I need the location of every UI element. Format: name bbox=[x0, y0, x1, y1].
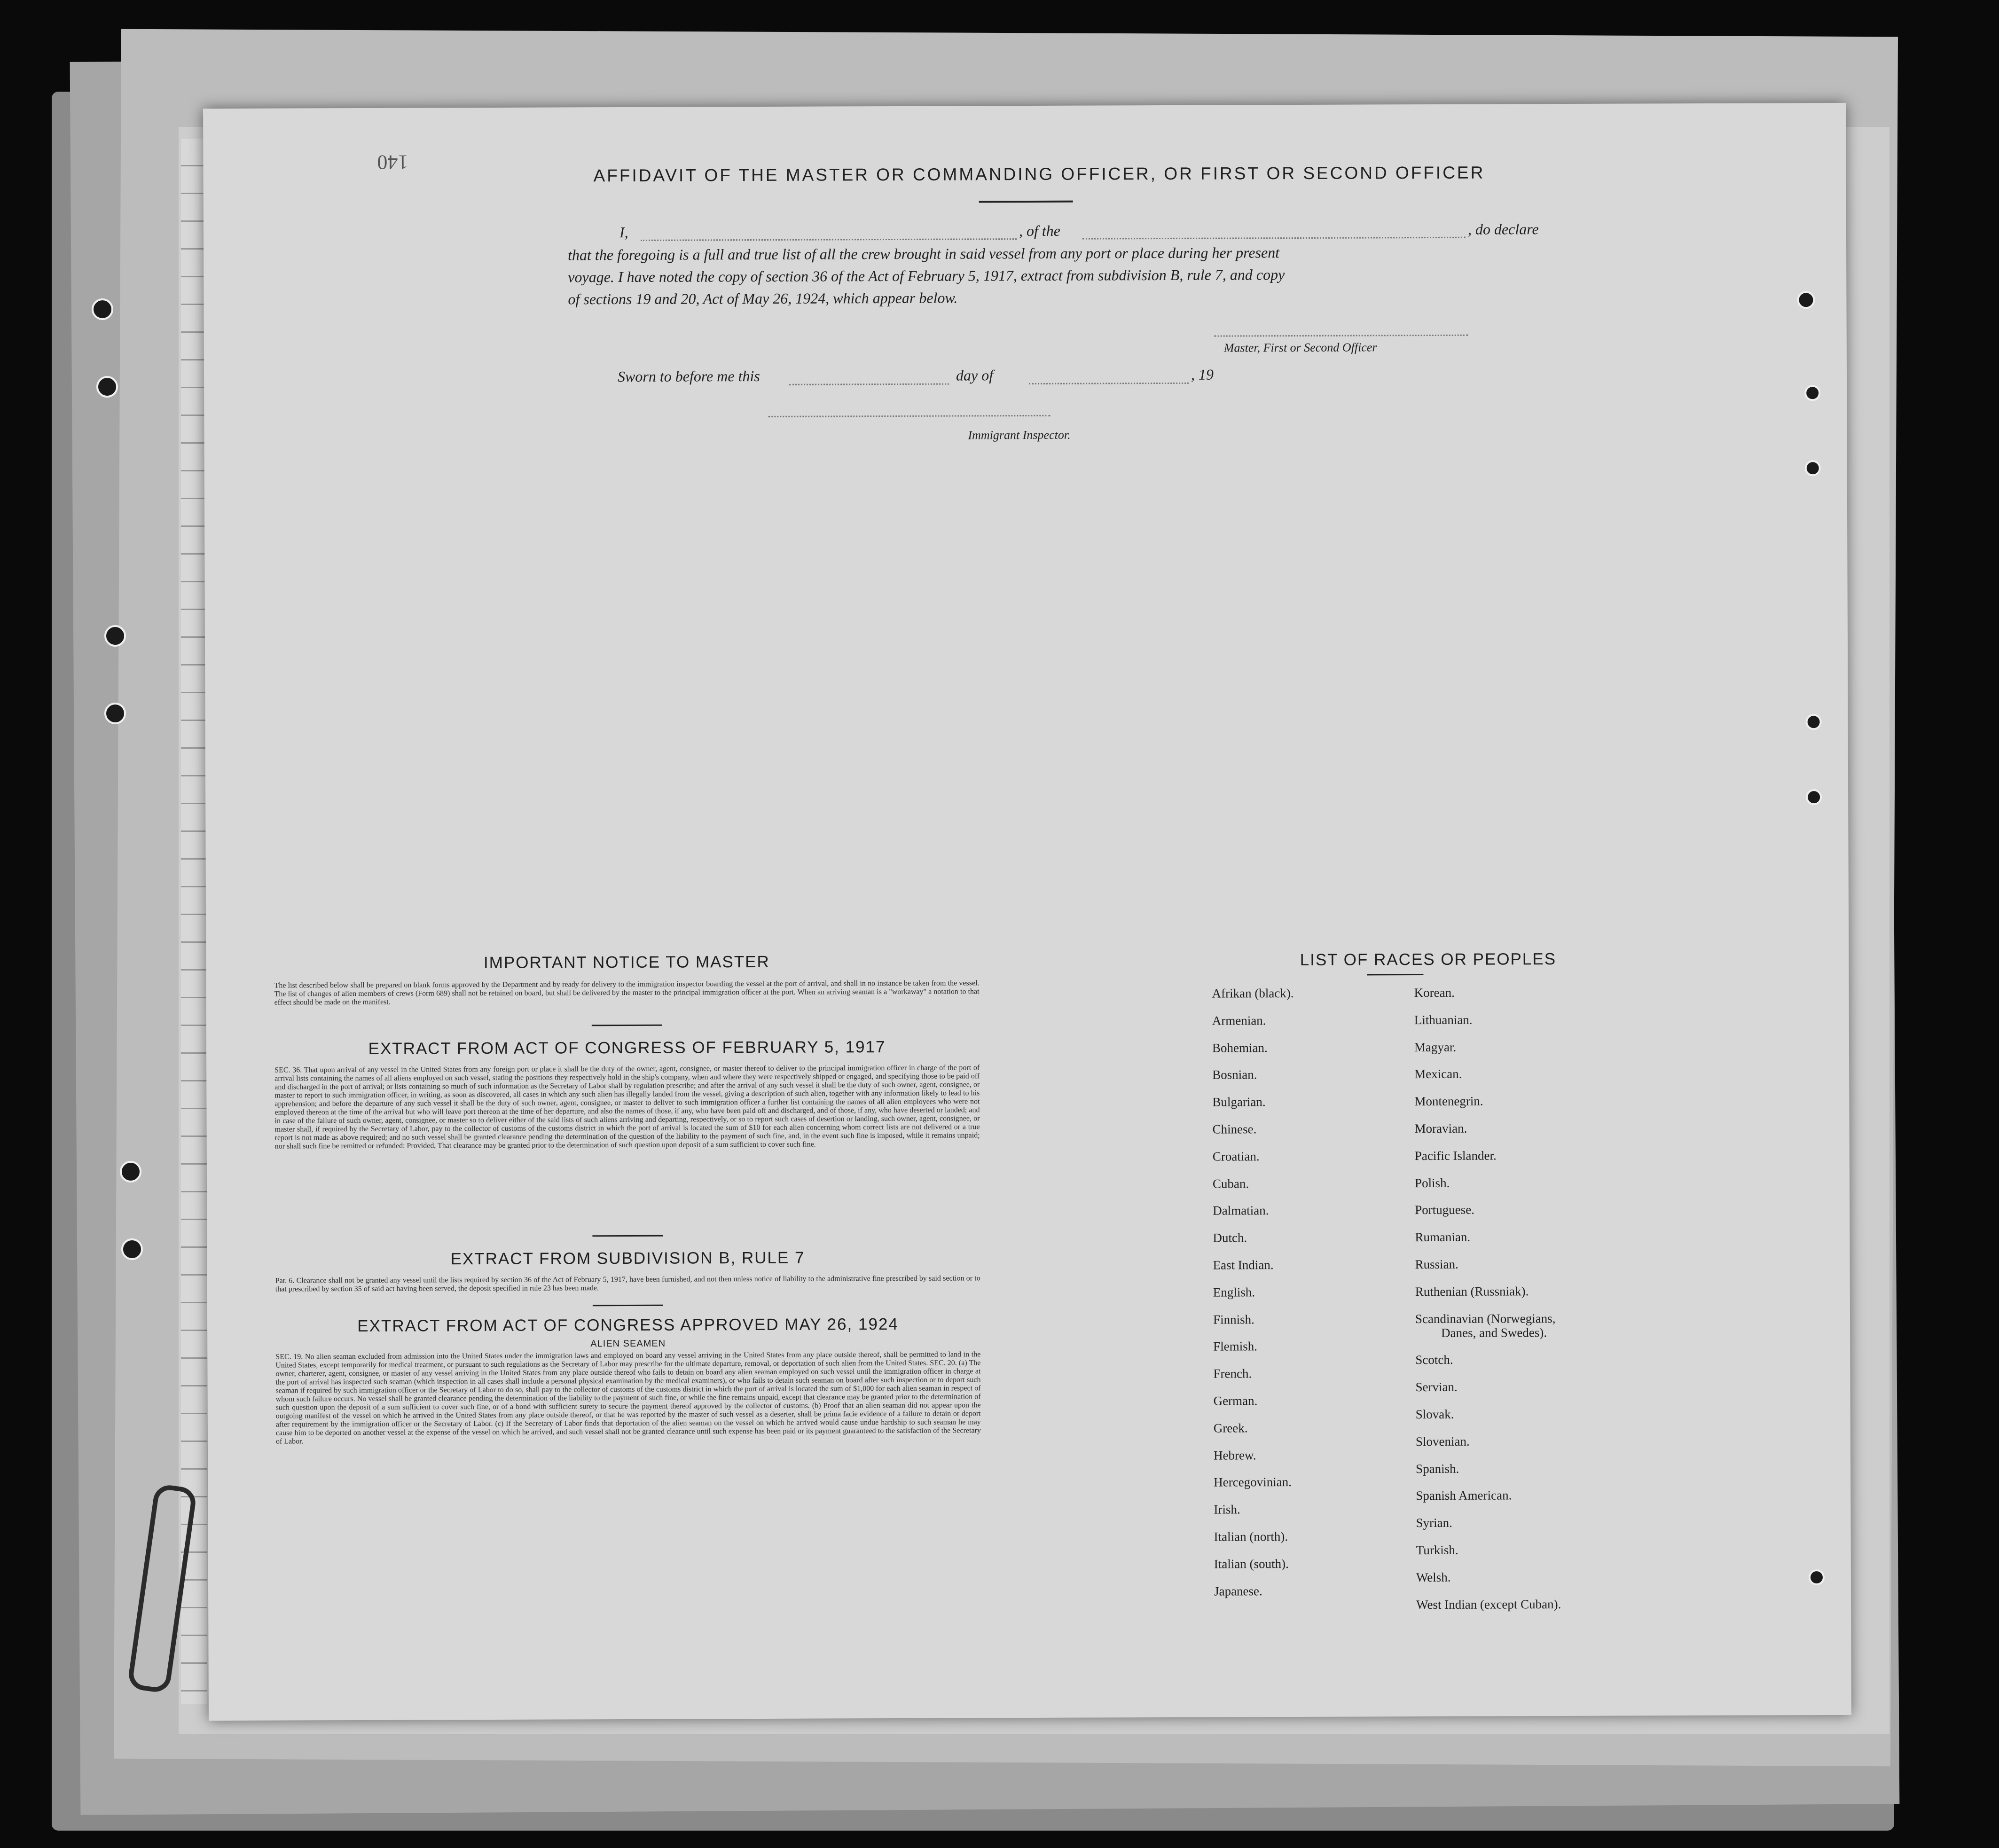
inspector-signature-field[interactable] bbox=[768, 415, 1050, 417]
race-item: Irish. bbox=[1214, 1502, 1240, 1517]
affidavit-title: AFFIDAVIT OF THE MASTER OR COMMANDING OFFICER, OR FIRST OR SECOND OFFICER bbox=[593, 163, 1485, 186]
ruled-page-edge bbox=[181, 139, 207, 1704]
binder-hole bbox=[92, 298, 113, 320]
title-rule bbox=[979, 201, 1073, 203]
affidavit-line1-mid: , of the bbox=[1019, 222, 1060, 240]
race-item: Mexican. bbox=[1414, 1067, 1462, 1081]
race-item: Chinese. bbox=[1212, 1122, 1257, 1136]
race-item: Montenegrin. bbox=[1414, 1094, 1483, 1109]
sworn-end: , 19 bbox=[1191, 366, 1214, 383]
race-item: Russian. bbox=[1415, 1257, 1458, 1272]
extract-1917-text: SEC. 36. That upon arrival of any vessel in the United States from any foreign port or place it shall be the duty of the owner, agent, consignee, or master thereof to deliver to the principal immigration officer in charge of the port of arrival lists containing the names of all aliens employed on such vessel, stating the positions they respectively hold in the ship's company, when and where they were respectively shipped or engaged, and specifying those to be paid off and discharged in the port of arrival; or lists containing so much of such information as the Secretary of Labor shall by regulation prescribe; and after the arrival of any such vessel it shall be the duty of such owner, agent, consignee, or master to report to such immigration officer, in writing, as soon as discovered, all cases in which any such alien has illegally landed from the vessel, giving a description of such alien, together with any information likely to lead to his apprehension; and before the departure of any such vessel it shall be the duty of such owner, agent, consignee, or master to deliver to such immigration officer a further list containing the names of all alien employees who were not employed thereon at the time of the arrival but who will leave port thereon at the time of her departure, and also the names of those, if any, who have been paid off and discharged, and of those, if any, who have deserted or landed; and in case of the failure of such owner, agent, consignee, or master so to deliver either of the said lists of such aliens arriving and departing, respectively, or so to report such cases of desertion or landing, such owner, agent, consignee, or master shall, if required by the Secretary of Labor, pay to the collector of customs of the customs district in which the port of arrival is located the sum of $10 for each alien concerning whom correct lists are not delivered or a true report is not made as above required; and no such vessel shall be granted clearance pending the determination of the question of the liability to the payment of such fine, and, in the event such fine is imposed, while it remains unpaid; nor shall such fine be remitted or refunded: Provided, That clearance may be granted prior to the determination of such question upon deposit of a sum sufficient to cover such fine. bbox=[274, 1064, 980, 1151]
sworn-day-field[interactable] bbox=[789, 384, 949, 385]
master-name-field[interactable] bbox=[641, 238, 1017, 241]
race-item: West Indian (except Cuban). bbox=[1416, 1597, 1561, 1612]
race-item: Dutch. bbox=[1213, 1230, 1247, 1245]
rule7-title: EXTRACT FROM SUBDIVISION B, RULE 7 bbox=[450, 1248, 805, 1269]
binder-hole bbox=[1805, 460, 1821, 476]
binder-hole bbox=[104, 625, 126, 647]
races-title: LIST OF RACES OR PEOPLES bbox=[1300, 950, 1557, 969]
race-item: Moravian. bbox=[1414, 1121, 1467, 1136]
notice-text: The list described below shall be prepared on blank forms approved by the Department and by ready for delivery to the immigration inspector boarding the vessel at the port of arrival, and shall in no instance be taken from the vessel. The list of changes of alien members of crews (Form 689) shall not be retained on board, but shall be delivered by the master to the principal immigration officer at the port. When an arriving seaman is a "workaway" a notation to that effect should be made on the manifest. bbox=[274, 979, 980, 1007]
race-item: Turkish. bbox=[1416, 1543, 1458, 1558]
race-item: Syrian. bbox=[1416, 1516, 1452, 1530]
extract-1924-title: EXTRACT FROM ACT OF CONGRESS APPROVED MAY 26, 1924 bbox=[357, 1315, 899, 1335]
race-item: Spanish American. bbox=[1416, 1488, 1512, 1503]
race-item: East Indian. bbox=[1213, 1258, 1274, 1272]
section-rule bbox=[593, 1305, 663, 1307]
race-item: Bohemian. bbox=[1212, 1040, 1268, 1055]
sworn-start: Sworn to before me this bbox=[617, 367, 760, 385]
master-signature-field[interactable] bbox=[1215, 335, 1468, 337]
race-item: Armenian. bbox=[1212, 1013, 1266, 1028]
race-item: Servian. bbox=[1415, 1379, 1458, 1394]
binder-hole bbox=[96, 376, 118, 398]
binder-hole bbox=[1806, 714, 1822, 730]
affidavit-page bbox=[203, 103, 1851, 1721]
race-item: Japanese. bbox=[1214, 1583, 1262, 1598]
binder-hole bbox=[1797, 291, 1815, 309]
page-number: 140 bbox=[377, 150, 408, 174]
race-item: Ruthenian (Russniak). bbox=[1415, 1284, 1529, 1299]
affidavit-line3: voyage. I have noted the copy of section 36 of the Act of February 5, 1917, extract from subdivision B, rule 7, and copy bbox=[568, 266, 1285, 286]
race-item: Polish. bbox=[1414, 1175, 1450, 1190]
race-item: Lithuanian. bbox=[1414, 1012, 1473, 1027]
race-item: Bulgarian. bbox=[1212, 1095, 1266, 1109]
race-item: Italian (north). bbox=[1214, 1529, 1288, 1544]
binder-hole bbox=[120, 1161, 141, 1182]
affidavit-line2: that the foregoing is a full and true list of all the crew brought in said vessel from any port or place during her present bbox=[568, 244, 1280, 264]
binder-hole bbox=[1809, 1569, 1825, 1585]
race-item: Bosnian. bbox=[1212, 1067, 1257, 1082]
race-item: Italian (south). bbox=[1214, 1556, 1289, 1571]
binder-hole bbox=[121, 1238, 143, 1260]
race-item: Pacific Islander. bbox=[1414, 1148, 1497, 1163]
race-item: Danes, and Swedes). bbox=[1441, 1325, 1547, 1340]
races-rule bbox=[1367, 974, 1423, 975]
affidavit-line1-start: I, bbox=[619, 223, 628, 241]
section-rule bbox=[592, 1235, 663, 1237]
race-item: Slovak. bbox=[1415, 1407, 1454, 1422]
race-item: Dalmatian. bbox=[1213, 1203, 1269, 1218]
binder-hole bbox=[1806, 789, 1822, 805]
binder-hole bbox=[104, 703, 126, 724]
race-item: Finnish. bbox=[1213, 1312, 1254, 1327]
race-item: Korean. bbox=[1414, 985, 1455, 1000]
affidavit-line4: of sections 19 and 20, Act of May 26, 1924, which appear below. bbox=[568, 289, 958, 308]
alien-seamen-subtitle: ALIEN SEAMEN bbox=[590, 1338, 666, 1349]
race-item: Scandinavian (Norwegians, bbox=[1415, 1311, 1556, 1326]
race-item: Greek. bbox=[1213, 1421, 1248, 1435]
inspector-label: Immigrant Inspector. bbox=[968, 428, 1071, 442]
race-item: German. bbox=[1213, 1394, 1258, 1408]
race-item: Rumanian. bbox=[1415, 1229, 1471, 1245]
vessel-name-field[interactable] bbox=[1082, 237, 1466, 240]
sworn-month-field[interactable] bbox=[1029, 383, 1189, 384]
master-label: Master, First or Second Officer bbox=[1223, 340, 1377, 355]
section-rule bbox=[592, 1025, 662, 1026]
race-item: Hebrew. bbox=[1213, 1448, 1256, 1463]
race-item: Croatian. bbox=[1212, 1149, 1260, 1164]
race-item: English. bbox=[1213, 1285, 1255, 1300]
race-item: Spanish. bbox=[1416, 1461, 1459, 1476]
race-item: Cuban. bbox=[1212, 1176, 1249, 1191]
race-item: Welsh. bbox=[1416, 1570, 1451, 1584]
race-item: French. bbox=[1213, 1366, 1252, 1381]
race-item: Flemish. bbox=[1213, 1339, 1258, 1354]
extract-1917-title: EXTRACT FROM ACT OF CONGRESS OF FEBRUARY 5, 1917 bbox=[368, 1038, 886, 1058]
race-item: Slovenian. bbox=[1415, 1434, 1470, 1449]
race-item: Hercegovinian. bbox=[1214, 1475, 1292, 1490]
race-item: Scotch. bbox=[1415, 1353, 1453, 1367]
binder-hole bbox=[1804, 385, 1820, 401]
notice-title: IMPORTANT NOTICE TO MASTER bbox=[483, 952, 770, 972]
sworn-mid: day of bbox=[956, 367, 994, 384]
race-item: Portuguese. bbox=[1415, 1203, 1475, 1217]
race-item: Magyar. bbox=[1414, 1040, 1457, 1054]
extract-1924-text: SEC. 19. No alien seaman excluded from admission into the United States under the immigration laws and employed on board any vessel arriving in the United States from any place outside thereof, shall be permitted to land in the United States, except temporarily for medical treatment, or pursuant to such regulations as the Secretary of Labor may prescribe for the ultimate departure, removal, or deportation of such alien from the United States. SEC. 20. (a) The owner, charterer, agent, consignee, or master of any vessel arriving in the United States from any place outside thereof who fails to detain on board any alien seaman employed on such vessel until the immigration officer in charge at the port of arrival has inspected such seaman (which inspection in all cases shall include a personal physical examination by the medical examiners), or who fails to detain such seaman on board after such inspection or to deport such seaman if required by such immigration officer or the Secretary of Labor to do so, shall pay to the collector of customs of the customs district in which the port of arrival is located the sum of $1,000 for each alien seaman in respect of whom such failure occurs. No vessel shall be granted clearance pending the determination of the liability to the payment of such fine, or while the fine remains unpaid, except that clearance may be granted prior to the determination of such question upon the deposit of a sum sufficient to cover such fine, or of a bond with sufficient surety to secure the payment thereof approved by the collector of customs. (b) Proof that an alien seaman did not appear upon the outgoing manifest of the vessel on which he arrived in the United States from any place outside thereof, or that he was reported by the master of such vessel as a deserter, shall be prima facie evidence of a failure to detain or deport after requirement by the immigration officer or the Secretary of Labor. (c) If the Secretary of Labor finds that deportation of the alien seaman on the vessel on which he arrived would cause undue hardship to such seaman he may cause him to be deported on another vessel at the expense of the vessel on which he arrived, and such vessel shall not be granted clearance until such expense has been paid or its payment guaranteed to the satisfaction of the Secretary of Labor. bbox=[275, 1350, 981, 1446]
race-item: Afrikan (black). bbox=[1212, 986, 1294, 1001]
affidavit-line1-end: , do declare bbox=[1467, 220, 1539, 238]
rule7-text: Par. 6. Clearance shall not be granted any vessel until the lists required by section 36 of the Act of February 5, 1917, have been furnished, and not then unless notice of liability to the administrative fine prescribed by said section or to that prescribed by section 35 of said act having been served, the deposit specified in rule 23 has been made. bbox=[275, 1274, 980, 1293]
